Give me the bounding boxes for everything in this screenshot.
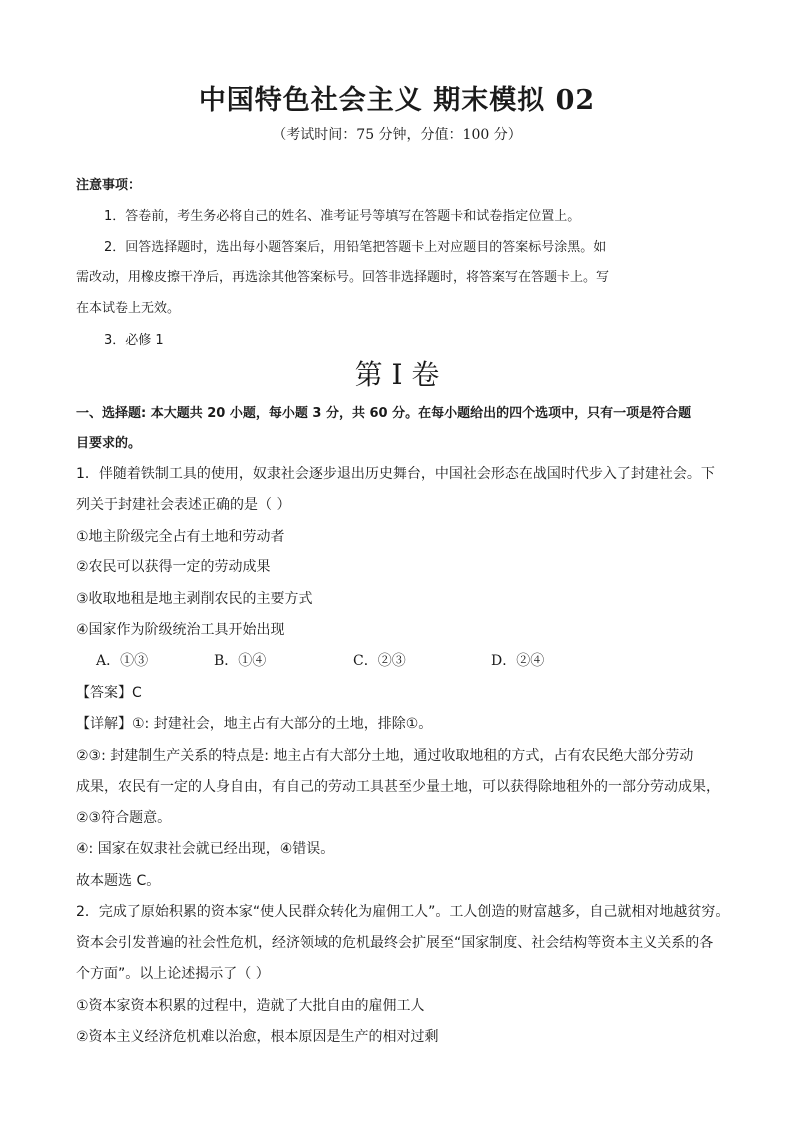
q2-stem-2: 资本会引发普遍的社会性危机，经济领域的危机最终会扩展至“国家制度、社会结构等资本主义关系的各 (76, 935, 714, 951)
q1-stem-2: 列关于封建社会表述正确的是（ ） (76, 497, 291, 513)
page-title: 中国特色社会主义 期末模拟 02 (198, 85, 596, 116)
q1-explanation-5: ④: 国家在奴隶社会就已经出现，④错误。 (76, 841, 335, 857)
notice-item-2-end: 在本试卷上无效。 (76, 301, 181, 316)
notice-item-2-cont: 需改动，用橡皮擦干净后，再选涂其他答案标号。回答非选择题时，将答案写在答题卡上。写 (76, 270, 610, 285)
q1-statement-1: ①地主阶级完全占有土地和劳动者 (76, 529, 285, 545)
page-subtitle: （考试时间：75 分钟，分值：100 分） (272, 127, 522, 143)
q2-stem-3: 个方面”。以上论述揭示了（ ） (76, 966, 270, 982)
q1-statement-4: ④国家作为阶级统治工具开始出现 (76, 622, 285, 638)
notice-heading: 注意事项： (76, 178, 142, 193)
section-title: 第 I 卷 (354, 358, 440, 391)
q1-explanation-4: ②③符合题意。 (76, 810, 172, 826)
q2-statement-2: ②资本主义经济危机难以治愈，根本原因是生产的相对过剩 (76, 1029, 439, 1045)
q1-answer: 【答案】C (76, 685, 142, 701)
q1-option-c: C．②③ (353, 653, 406, 669)
q1-statement-2: ②农民可以获得一定的劳动成果 (76, 559, 271, 575)
q1-option-a: A．①③ (96, 653, 149, 669)
q1-stem-1: 1．伴随着铁制工具的使用，奴隶社会逐步退出历史舞台，中国社会形态在战国时代步入了封建社会。下 (76, 466, 715, 482)
q1-explanation-1: 【详解】①: 封建社会，地主占有大部分的土地，排除①。 (76, 716, 433, 732)
notice-item-1: 1．答卷前，考生务必将自己的姓名、准考证号等填写在答题卡和试卷指定位置上。 (104, 209, 581, 224)
section-instruction-1: 一、选择题: 本大题共 20 小题，每小题 3 分，共 60 分。在每小题给出的四个选项中，只有一项是符合题 (76, 406, 692, 421)
q1-option-d: D．②④ (491, 653, 545, 669)
notice-item-2: 2．回答选择题时，选出每小题答案后，用铅笔把答题卡上对应题目的答案标号涂黑。如 (104, 240, 607, 255)
q1-explanation-6: 故本题选 C。 (76, 873, 161, 889)
q1-statement-3: ③收取地租是地主剥削农民的主要方式 (76, 591, 313, 607)
q2-statement-1: ①资本家资本积累的过程中，造就了大批自由的雇佣工人 (76, 998, 425, 1014)
q2-stem-1: 2．完成了原始积累的资本家“使人民群众转化为雇佣工人”。工人创造的财富越多，自己就相对地越贫穷。 (76, 904, 730, 920)
q1-option-b: B．①④ (214, 653, 267, 669)
q1-explanation-3: 成果，农民有一定的人身自由，有自己的劳动工具甚至少量土地，可以获得除地租外的一部分劳动成果， (76, 779, 720, 795)
section-instruction-2: 目要求的。 (76, 436, 142, 451)
q1-explanation-2: ②③: 封建制生产关系的特点是: 地主占有大部分土地，通过收取地租的方式，占有农民绝大部分劳动 (76, 748, 694, 764)
notice-item-3: 3．必修 1 (104, 333, 164, 348)
